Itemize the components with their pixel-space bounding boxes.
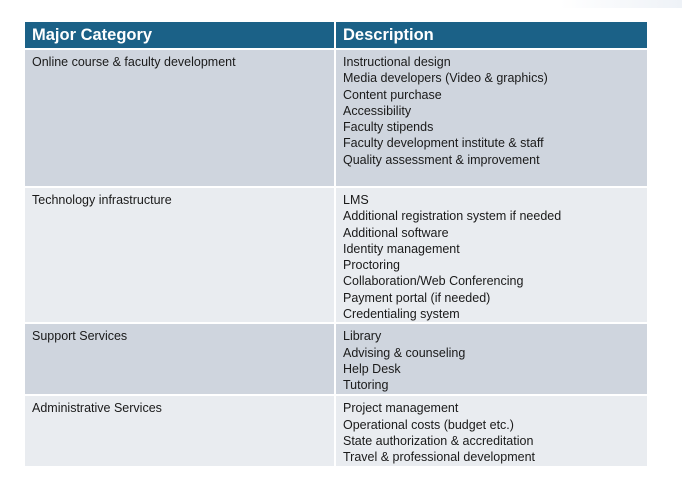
description-item: Additional registration system if needed: [343, 209, 562, 224]
description-item: Tutoring: [343, 378, 389, 393]
description-item: Operational costs (budget etc.): [343, 417, 514, 432]
header-major-category: Major Category: [25, 22, 335, 49]
description-item: Content purchase: [343, 87, 442, 102]
category-label: Administrative Services: [32, 401, 162, 416]
category-label: Technology infrastructure: [32, 193, 172, 207]
table-row-online-course: [25, 49, 647, 187]
category-table: [25, 22, 647, 468]
description-item: Payment portal (if needed): [343, 290, 491, 305]
description-item: Help Desk: [343, 361, 401, 376]
description-item: Advising & counseling: [343, 345, 466, 360]
description-item: Faculty stipends: [343, 120, 434, 135]
category-label: Online course & faculty development: [32, 55, 236, 69]
description-item: Credentialing system: [343, 307, 460, 322]
description-item: Faculty development institute & staff: [343, 136, 544, 151]
table-row-technology: [25, 187, 647, 323]
header-description: Description: [335, 22, 647, 49]
header-row: [25, 22, 647, 49]
description-cell: [335, 187, 647, 323]
category-cell: [25, 187, 335, 323]
description-cell: [335, 323, 647, 395]
description-item: Accessibility: [343, 103, 412, 118]
description-cell: [335, 395, 647, 466]
description-item: Proctoring: [343, 258, 400, 273]
description-item: Project management: [343, 401, 459, 416]
category-label: Support Services: [32, 329, 128, 344]
category-cell: [25, 395, 335, 466]
description-item: Travel & professional development: [343, 450, 535, 465]
table-row-support-services: [25, 323, 647, 395]
description-cell: [335, 49, 647, 187]
description-item: Identity management: [343, 241, 460, 256]
description-item: LMS: [343, 193, 369, 207]
category-cell: [25, 49, 335, 187]
description-item: Additional software: [343, 225, 449, 240]
table-row-administrative-services: [25, 395, 647, 466]
top-edge-shade: [560, 0, 682, 8]
description-item: Collaboration/Web Conferencing: [343, 274, 524, 289]
description-item: Library: [343, 329, 382, 344]
description-item: Quality assessment & improvement: [343, 152, 540, 167]
category-cell: [25, 323, 335, 395]
description-item: State authorization & accreditation: [343, 433, 534, 448]
description-item: Media developers (Video & graphics): [343, 71, 548, 86]
description-item: Instructional design: [343, 55, 451, 69]
